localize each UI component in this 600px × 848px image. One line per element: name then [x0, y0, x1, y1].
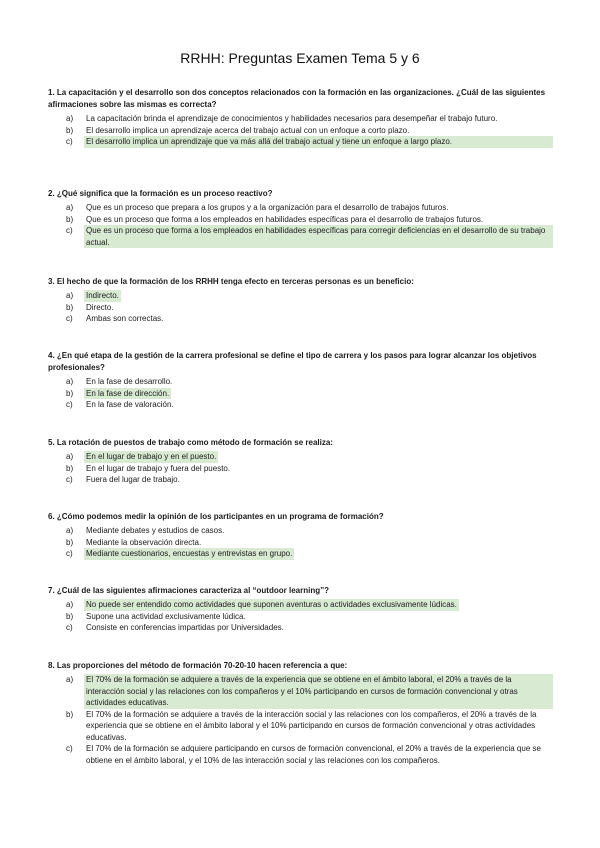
option-text: Mediante debates y estudios de casos. — [86, 526, 225, 535]
option-text: El 70% de la formación se adquiere a través de la experiencia que se obtiene en el ámbito laboral, el 20% a través de la interacción social y las relaciones con los compañeros y el 10% participando en cursos de formación convencional y otras actividades educativas. — [84, 674, 553, 709]
question-7 — [48, 585, 553, 634]
option-b — [48, 302, 553, 314]
option-text: En la fase de desarrollo. — [86, 377, 173, 386]
option-a — [48, 376, 553, 388]
option-letter: c) — [66, 314, 73, 323]
option-letter: b) — [66, 463, 74, 473]
question-text: 8. Las proporciones del método de formación 70-20-10 hacen referencia a que: — [48, 661, 348, 670]
option-b — [48, 709, 553, 744]
question-text: 1. La capacitación y el desarrollo son dos conceptos relacionados con la formación en las organizaciones. ¿Cuál de las siguientes afirmaciones sobre las mismas es correcta? — [48, 88, 546, 109]
option-text: El desarrollo implica un aprendizaje acerca del trabajo actual con un enfoque a corto plazo. — [86, 125, 410, 135]
option-text: Directo. — [86, 302, 114, 312]
option-letter: c) — [66, 226, 73, 235]
option-text: Fuera del lugar de trabajo. — [86, 475, 180, 484]
option-text: La capacitación brinda el aprendizaje de conocimientos y habilidades necesarios para desempeñar el trabajo futuro. — [86, 114, 498, 123]
option-letter: c) — [66, 744, 73, 753]
option-text: Que es un proceso que forma a los empleados en habilidades específicas para corregir deficiencias en el desarrollo de su trabajo actual. — [84, 225, 553, 248]
question-text: 3. El hecho de que la formación de los RRHH tenga efecto en terceras personas es un beneficio: — [48, 277, 414, 286]
option-letter: b) — [66, 125, 74, 135]
option-b — [48, 611, 553, 623]
question-text: 2. ¿Qué significa que la formación es un proceso reactivo? — [48, 189, 273, 198]
option-letter: b) — [66, 302, 74, 312]
option-text: En la fase de valoración. — [86, 400, 174, 409]
question-1 — [48, 87, 553, 148]
option-a-correct — [48, 674, 553, 709]
option-text: No puede ser entendido como actividades que suponen aventuras o actividades exclusivamente lúdicas. — [86, 600, 457, 609]
question-4 — [48, 350, 553, 411]
option-letter: a) — [66, 114, 74, 123]
option-letter: b) — [66, 537, 74, 547]
option-letter: a) — [66, 600, 74, 609]
question-text: 6. ¿Cómo podemos medir la opinión de los participantes en un programa de formación? — [48, 512, 384, 521]
option-b-correct — [48, 388, 553, 400]
option-letter: b) — [66, 611, 74, 621]
option-text: Ambas son correctas. — [86, 314, 164, 323]
option-letter: c) — [66, 623, 73, 632]
option-b — [48, 537, 553, 549]
option-letter: a) — [66, 452, 74, 461]
option-c — [48, 399, 553, 411]
option-c — [48, 313, 553, 325]
option-letter: c) — [66, 400, 73, 409]
option-text: En el lugar de trabajo y en el puesto. — [86, 452, 217, 461]
question-3 — [48, 276, 553, 325]
option-letter: c) — [66, 549, 73, 558]
option-a-correct — [48, 451, 553, 463]
option-letter: b) — [66, 709, 74, 719]
option-c-correct — [48, 548, 553, 560]
option-letter: b) — [66, 214, 74, 224]
question-6 — [48, 511, 553, 560]
option-text: Que es un proceso que forma a los empleados en habilidades específicas para el desarrollo de trabajos futuros. — [86, 214, 484, 224]
option-text: Consiste en conferencias impartidas por Universidades. — [86, 623, 284, 632]
question-text: 7. ¿Cuál de las siguientes afirmaciones caracteriza al “outdoor learning”? — [48, 586, 329, 595]
question-5 — [48, 437, 553, 486]
option-text: Indirecto. — [86, 291, 119, 300]
question-2 — [48, 188, 553, 248]
option-text: El 70% de la formación se adquiere a través de la interacción social y las relaciones con los compañeros, el 20% a través de la experiencia que se obtiene en el ámbito laboral y el 10% participando en cursos de formación convencional y otras actividades educativas. — [86, 709, 537, 742]
question-text: 5. La rotación de puestos de trabajo como método de formación se realiza: — [48, 438, 333, 447]
option-letter: a) — [66, 291, 74, 300]
option-a — [48, 525, 553, 537]
option-letter: b) — [66, 388, 74, 398]
page-title: RRHH: Preguntas Examen Tema 5 y 6 — [180, 50, 420, 66]
option-text: Mediante cuestionarios, encuestas y entrevistas en grupo. — [86, 549, 293, 558]
option-text: Supone una actividad exclusivamente lúdica. — [86, 611, 246, 621]
option-a — [48, 113, 553, 125]
option-text: El 70% de la formación se adquiere participando en cursos de formación convencional, el 20% a través de la experiencia que se obtiene en el ámbito laboral, y el 10% de las interacción social y las relaciones con los compañeros. — [86, 744, 541, 765]
option-text: En la fase de dirección. — [86, 388, 170, 398]
option-b — [48, 125, 553, 137]
option-letter: a) — [66, 526, 74, 535]
option-b — [48, 463, 553, 475]
question-8 — [48, 660, 553, 766]
option-text: El desarrollo implica un aprendizaje que va más allá del trabajo actual y tiene un enfoque a largo plazo. — [84, 136, 553, 148]
option-text: Que es un proceso que prepara a los grupos y a la organización para el desarrollo de trabajos futuros. — [86, 203, 449, 212]
option-a-correct — [48, 290, 553, 302]
option-c — [48, 474, 553, 486]
option-c — [48, 743, 553, 766]
option-a — [48, 202, 553, 214]
option-c-correct — [48, 136, 553, 148]
option-a-correct — [48, 599, 553, 611]
option-letter: c) — [66, 475, 73, 484]
option-b — [48, 214, 553, 226]
option-letter: c) — [66, 137, 73, 146]
option-letter: a) — [66, 203, 74, 212]
option-c — [48, 622, 553, 634]
option-text: Mediante la observación directa. — [86, 537, 202, 547]
question-text: 4. ¿En qué etapa de la gestión de la carrera profesional se define el tipo de carrera y los pasos para lograr alcanzar los objetivos profesionales? — [48, 351, 537, 372]
option-text: En el lugar de trabajo y fuera del puesto. — [86, 463, 231, 473]
option-c-correct — [48, 225, 553, 248]
option-letter: a) — [66, 675, 74, 684]
option-letter: a) — [66, 377, 74, 386]
